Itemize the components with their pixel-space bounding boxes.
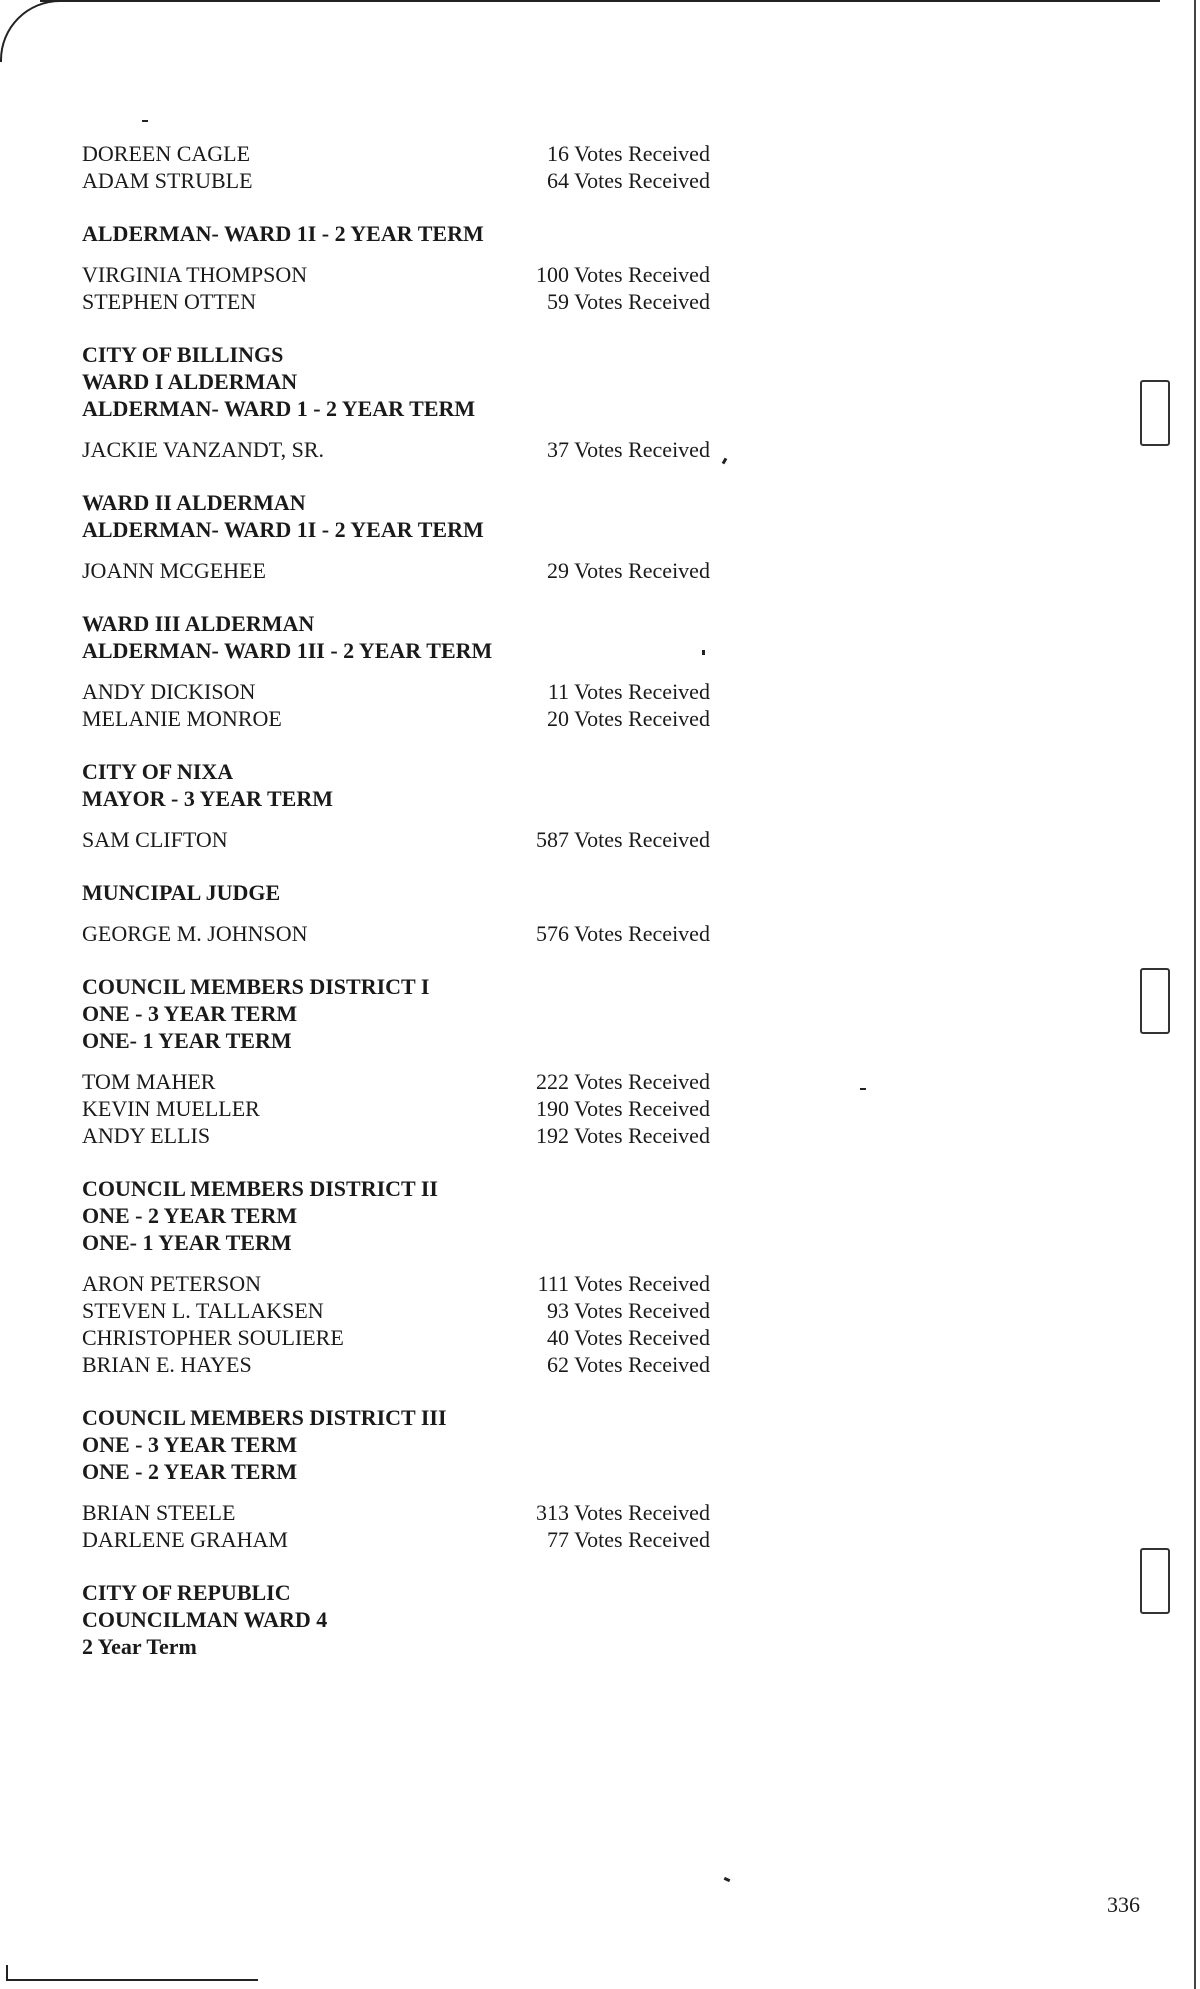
vote-number: 62 [547,1352,569,1377]
candidate-row [82,288,782,315]
candidate-list [82,261,782,315]
vote-count [525,261,710,288]
vote-count [525,1068,710,1095]
votes-label: Votes Received [574,1271,710,1296]
votes-label: Votes Received [574,1123,710,1148]
race-heading: CITY OF REPUBLIC [82,1580,291,1605]
race-section [82,341,782,463]
candidate-row [82,167,782,194]
race-section [82,610,782,732]
votes-label: Votes Received [574,1527,710,1552]
candidate-row [82,140,782,167]
candidate-name: CHRISTOPHER SOULIERE [82,1325,344,1350]
race-section [82,879,782,947]
votes-label: Votes Received [574,706,710,731]
votes-label: Votes Received [574,1069,710,1094]
vote-number: 192 [536,1123,569,1148]
candidate-name: BRIAN STEELE [82,1500,236,1525]
binder-hole-mark [1140,380,1170,446]
race-heading: COUNCILMAN WARD 4 [82,1607,328,1632]
votes-label: Votes Received [574,1096,710,1121]
vote-number: 576 [536,921,569,946]
vote-count [525,678,710,705]
vote-count [525,705,710,732]
vote-number: 59 [547,289,569,314]
votes-label: Votes Received [574,1325,710,1350]
candidate-list [82,436,782,463]
scan-speck [724,1877,731,1882]
vote-count [525,1122,710,1149]
race-section [82,1404,782,1553]
votes-label: Votes Received [574,1500,710,1525]
vote-number: 37 [547,437,569,462]
race-heading: CITY OF NIXA [82,759,234,784]
candidate-row [82,920,782,947]
election-results [82,140,782,1660]
votes-label: Votes Received [574,558,710,583]
votes-label: Votes Received [574,1352,710,1377]
candidate-row [82,1324,782,1351]
candidate-list [82,1270,782,1378]
candidate-row [82,678,782,705]
candidate-row [82,261,782,288]
candidate-list [82,1068,782,1149]
votes-label: Votes Received [574,168,710,193]
race-heading: ALDERMAN- WARD 1 - 2 YEAR TERM [82,396,476,421]
candidate-row [82,557,782,584]
candidate-row [82,1499,782,1526]
candidate-row [82,1351,782,1378]
votes-label: Votes Received [574,921,710,946]
race-section [82,973,782,1149]
candidate-list [82,678,782,732]
candidate-name: STEVEN L. TALLAKSEN [82,1298,324,1323]
candidate-name: DARLENE GRAHAM [82,1527,288,1552]
race-heading: COUNCIL MEMBERS DISTRICT I [82,974,430,999]
candidate-name: ANDY DICKISON [82,679,256,704]
vote-number: 29 [547,558,569,583]
candidate-name: BRIAN E. HAYES [82,1352,252,1377]
candidate-row [82,1270,782,1297]
vote-number: 222 [536,1069,569,1094]
vote-count [525,288,710,315]
vote-count [525,826,710,853]
candidate-row [82,1095,782,1122]
race-heading: WARD I ALDERMAN [82,369,298,394]
candidate-name: ARON PETERSON [82,1271,262,1296]
vote-count [525,1095,710,1122]
candidate-name: STEPHEN OTTEN [82,289,257,314]
vote-number: 100 [536,262,569,287]
race-section [82,1175,782,1378]
vote-number: 64 [547,168,569,193]
scan-speck [860,1088,866,1090]
race-heading: WARD III ALDERMAN [82,611,315,636]
votes-label: Votes Received [574,289,710,314]
vote-number: 587 [536,827,569,852]
page-number: 336 [1107,1892,1140,1917]
race-heading: MAYOR - 3 YEAR TERM [82,786,333,811]
race-section [82,220,782,315]
candidate-row [82,1068,782,1095]
vote-count [525,920,710,947]
race-heading: ALDERMAN- WARD 1II - 2 YEAR TERM [82,638,493,663]
vote-number: 40 [547,1325,569,1350]
scan-top-edge [40,0,1160,2]
binder-hole-mark [1140,968,1170,1034]
race-heading: ONE - 3 YEAR TERM [82,1001,298,1026]
race-section [82,758,782,853]
scan-speck [142,120,148,122]
race-heading: ONE - 3 YEAR TERM [82,1432,298,1457]
vote-number: 313 [536,1500,569,1525]
candidate-row [82,1122,782,1149]
candidate-row [82,1297,782,1324]
vote-count [525,1499,710,1526]
race-heading: ALDERMAN- WARD 1I - 2 YEAR TERM [82,517,484,542]
vote-count [525,1270,710,1297]
votes-label: Votes Received [574,679,710,704]
vote-count [525,167,710,194]
candidate-list [82,557,782,584]
vote-count [525,140,710,167]
vote-count [525,436,710,463]
scan-corner-mark [0,0,62,62]
candidate-name: MELANIE MONROE [82,706,282,731]
candidate-name: TOM MAHER [82,1069,216,1094]
vote-count [525,1351,710,1378]
candidate-name: JACKIE VANZANDT, SR. [82,437,325,462]
candidate-row [82,705,782,732]
candidate-name: VIRGINIA THOMPSON [82,262,308,287]
race-heading: 2 Year Term [82,1634,197,1659]
candidate-row [82,826,782,853]
race-section [82,489,782,584]
vote-number: 20 [547,706,569,731]
race-heading: COUNCIL MEMBERS DISTRICT II [82,1176,438,1201]
candidate-list [82,1499,782,1553]
race-heading: ALDERMAN- WARD 1I - 2 YEAR TERM [82,221,484,246]
race-section [82,1579,782,1660]
candidate-name: GEORGE M. JOHNSON [82,921,308,946]
race-heading: ONE- 1 YEAR TERM [82,1230,292,1255]
vote-number: 93 [547,1298,569,1323]
vote-count [525,1324,710,1351]
votes-label: Votes Received [574,262,710,287]
candidate-name: ANDY ELLIS [82,1123,211,1148]
vote-count [525,1297,710,1324]
candidate-name: JOANN MCGEHEE [82,558,266,583]
votes-label: Votes Received [574,827,710,852]
race-heading: ONE - 2 YEAR TERM [82,1203,298,1228]
votes-label: Votes Received [574,1298,710,1323]
candidate-row [82,436,782,463]
race-heading: ONE- 1 YEAR TERM [82,1028,292,1053]
candidate-list [82,140,782,194]
candidate-row [82,1526,782,1553]
race-heading: WARD II ALDERMAN [82,490,306,515]
vote-number: 111 [537,1271,569,1296]
race-heading: CITY OF BILLINGS [82,342,284,367]
candidate-name: SAM CLIFTON [82,827,228,852]
race-heading: MUNCIPAL JUDGE [82,880,281,905]
vote-count [525,1526,710,1553]
vote-count [525,557,710,584]
race-heading: COUNCIL MEMBERS DISTRICT III [82,1405,447,1430]
vote-number: 77 [547,1527,569,1552]
vote-number: 190 [536,1096,569,1121]
candidate-list [82,920,782,947]
vote-number: 16 [547,141,569,166]
race-section [82,140,782,194]
scan-right-edge [1194,0,1196,1989]
scan-bottom-corner-mark [6,1965,258,1981]
candidate-name: DOREEN CAGLE [82,141,251,166]
candidate-name: ADAM STRUBLE [82,168,253,193]
binder-hole-mark [1140,1548,1170,1614]
race-heading: ONE - 2 YEAR TERM [82,1459,298,1484]
votes-label: Votes Received [574,437,710,462]
candidate-name: KEVIN MUELLER [82,1096,260,1121]
votes-label: Votes Received [574,141,710,166]
vote-number: 11 [547,679,569,704]
candidate-list [82,826,782,853]
